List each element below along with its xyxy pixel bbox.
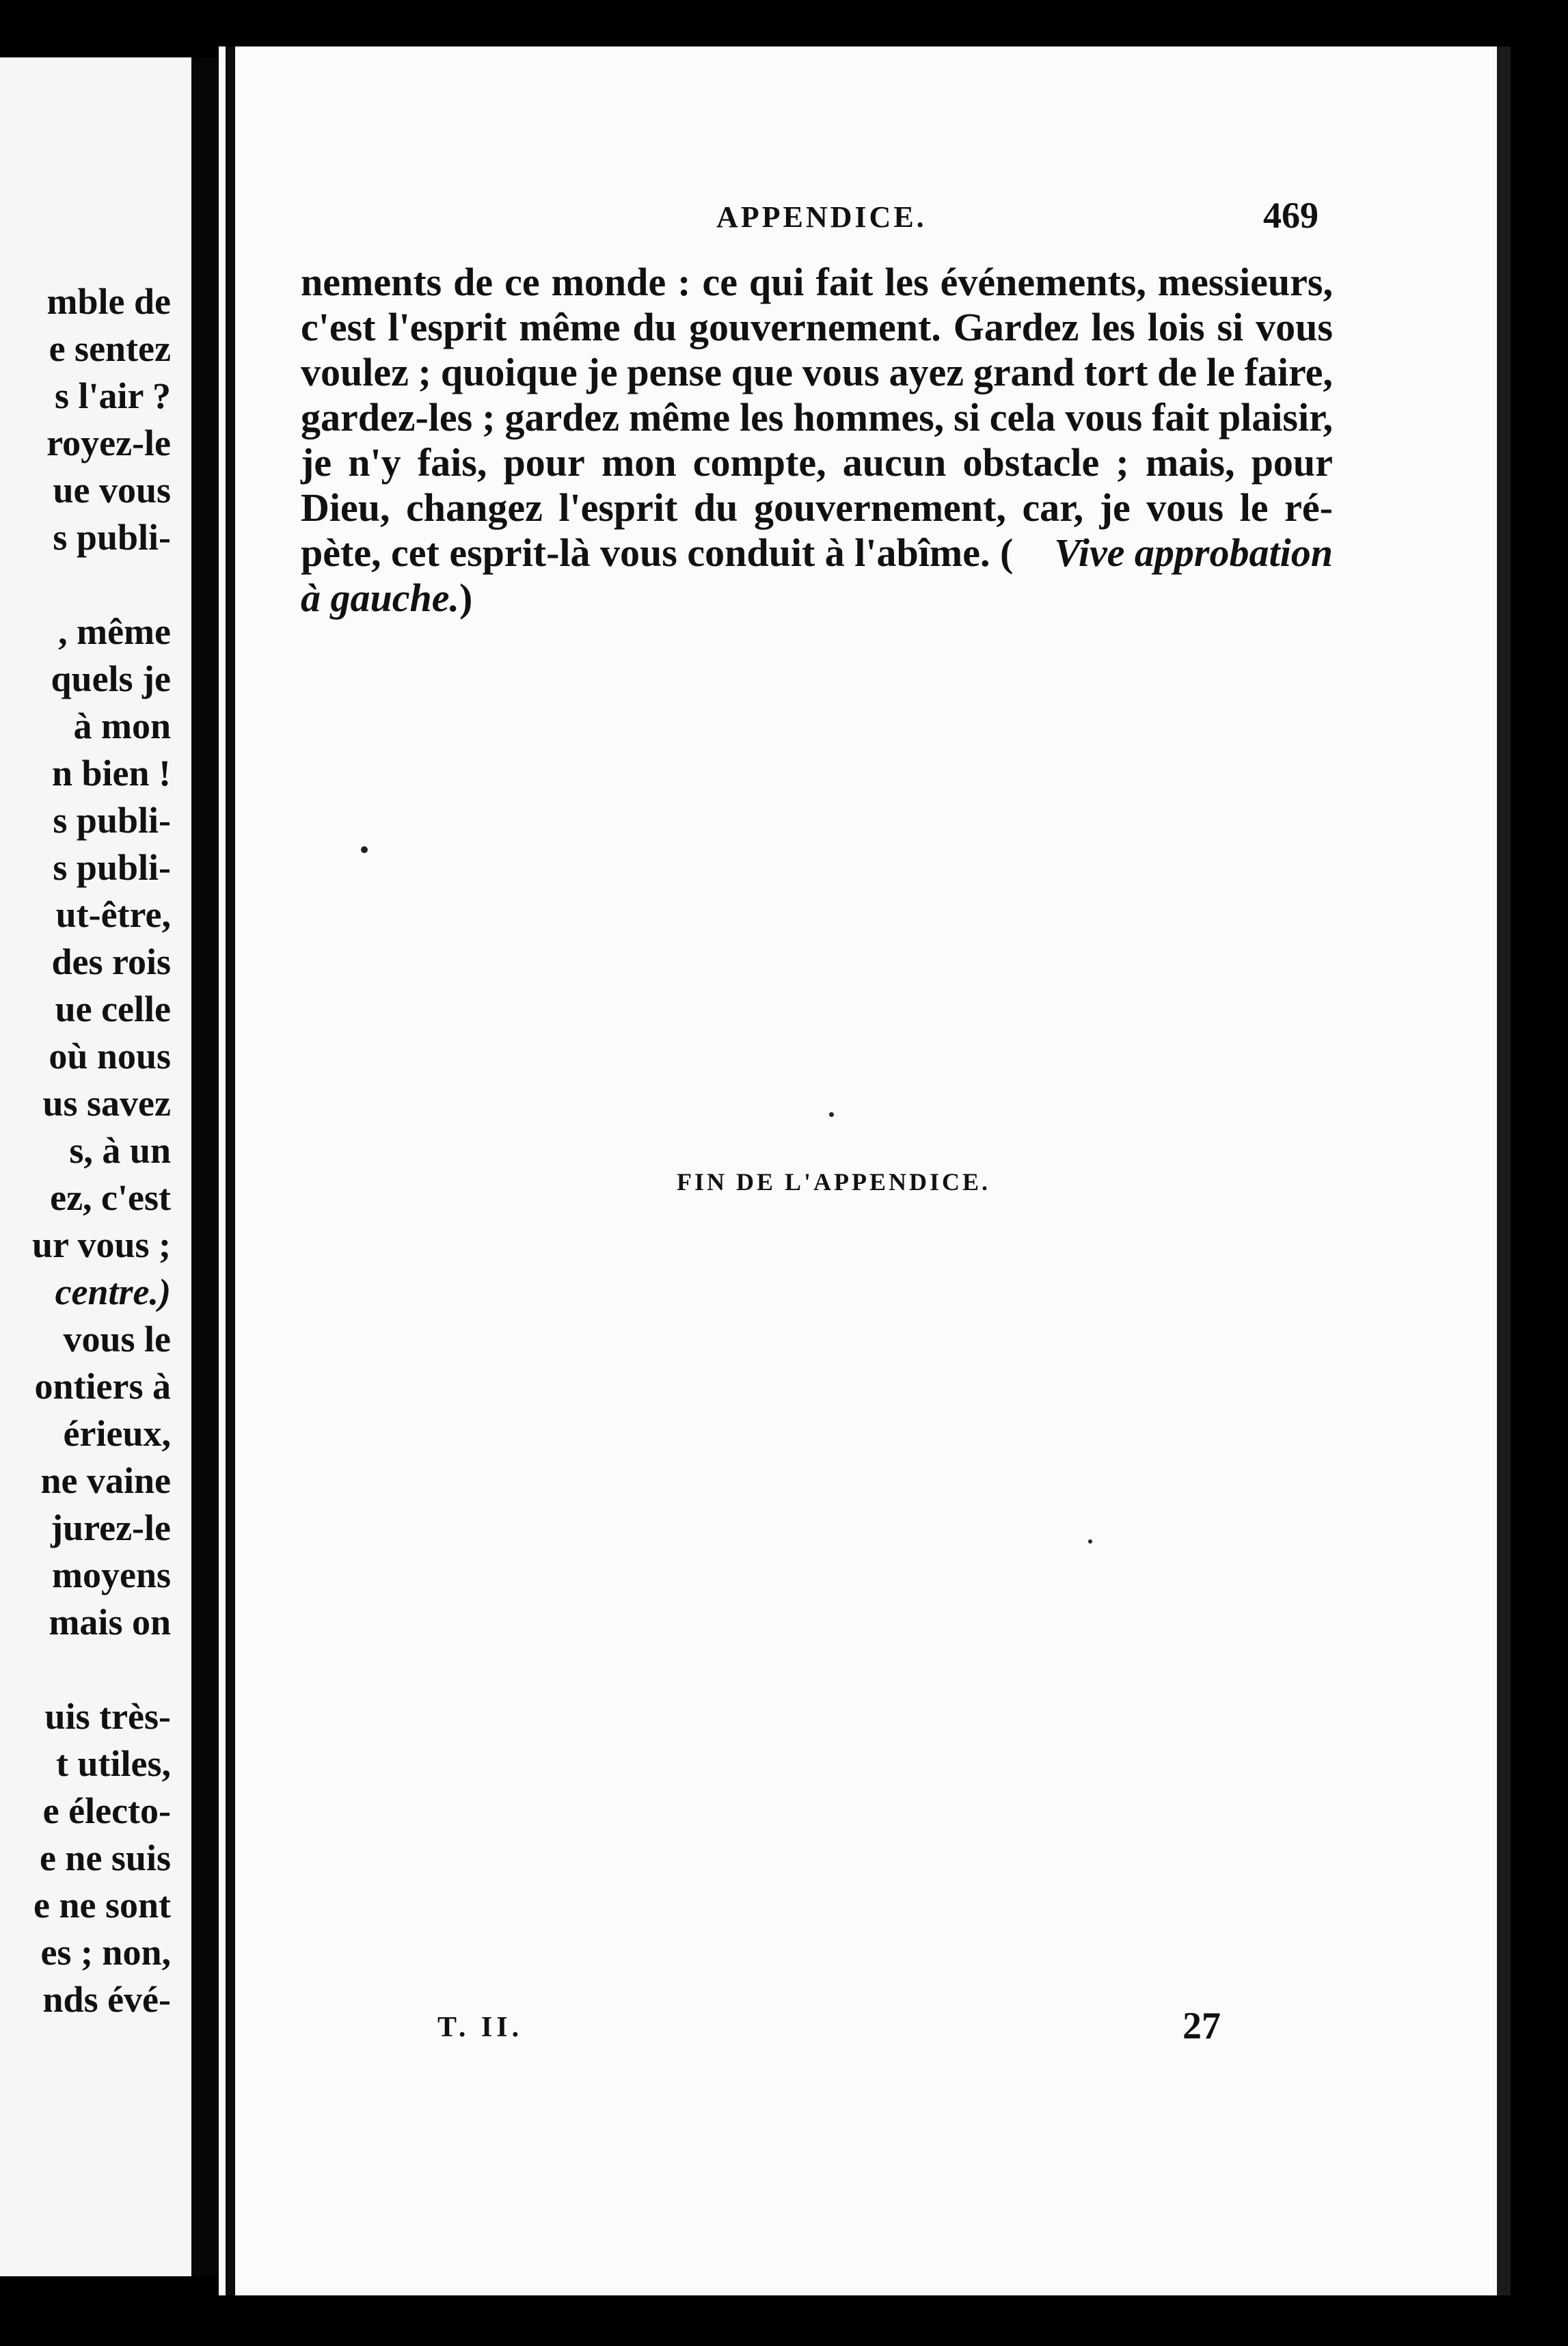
word: monde	[551, 260, 666, 304]
facing-page-line: vous le	[63, 1319, 171, 1360]
facing-page-line: us savez	[42, 1083, 171, 1124]
word: mon	[601, 440, 677, 485]
ink-speck	[361, 846, 368, 853]
text-line	[301, 350, 1333, 395]
word: si	[954, 395, 980, 440]
word: les	[1091, 305, 1135, 349]
word: cela	[989, 395, 1056, 440]
word: mais,	[1145, 440, 1235, 485]
page-number: 469	[1263, 195, 1319, 236]
facing-page-line: moyens	[52, 1554, 171, 1595]
word: car,	[1022, 485, 1084, 530]
word: c'est	[301, 305, 376, 349]
text-segment: )	[459, 576, 473, 620]
word: pour	[1251, 440, 1333, 485]
text-line	[301, 260, 1333, 305]
word: ;	[1116, 440, 1129, 485]
facing-page-line: ut-être,	[55, 894, 171, 935]
facing-page-line: s l'air ?	[54, 375, 171, 416]
facing-page-line: t utiles,	[56, 1743, 171, 1784]
running-title: APPENDICE.	[716, 200, 927, 234]
word: même	[519, 305, 621, 349]
facing-page-line: où nous	[49, 1036, 171, 1077]
word: plaisir,	[1218, 395, 1333, 440]
word: ayez	[889, 350, 964, 394]
word: les	[884, 260, 929, 304]
book-gutter	[191, 57, 219, 2276]
word: n'y	[348, 440, 401, 485]
facing-page-line: royez-le	[46, 422, 171, 463]
word: fait	[815, 260, 874, 304]
word: de	[1157, 350, 1198, 394]
facing-page-line: mble de	[46, 281, 171, 322]
word: voulez	[301, 350, 409, 394]
word: Gardez	[953, 305, 1079, 349]
body-text	[301, 260, 1333, 621]
facing-page-line: érieux,	[63, 1413, 171, 1454]
word: si	[1217, 305, 1244, 349]
word: les	[740, 395, 784, 440]
word: pense	[627, 350, 722, 394]
facing-page-line: jurez-le	[51, 1507, 171, 1548]
facing-page-line: ue vous	[53, 470, 171, 511]
signature-number: 27	[1182, 2005, 1221, 2047]
word: je	[586, 350, 618, 394]
facing-page-line: mais on	[49, 1602, 171, 1643]
word: messieurs,	[1157, 260, 1333, 304]
facing-page-line: es ; non,	[40, 1932, 171, 1973]
word: ;	[482, 395, 496, 440]
facing-page-line: e électo-	[42, 1790, 171, 1831]
word: nements	[301, 260, 442, 304]
facing-page-line: n bien !	[51, 753, 171, 794]
word: ce	[504, 260, 540, 304]
facing-page-line: ontiers à	[34, 1366, 171, 1407]
facing-page-line: s, à un	[69, 1130, 171, 1171]
text-line	[301, 305, 1333, 350]
word: gouvernement,	[754, 485, 1006, 530]
facing-page-line: nds évé-	[42, 1979, 171, 2020]
text-line	[301, 530, 1333, 576]
word: obstacle	[962, 440, 1100, 485]
word: pour	[503, 440, 585, 485]
word: fait	[1152, 395, 1209, 440]
word: hommes,	[793, 395, 945, 440]
facing-page-line: e sentez	[49, 328, 171, 369]
facing-page-line: ne vaine	[40, 1460, 171, 1501]
word: du	[693, 485, 738, 530]
word: gardez	[504, 395, 619, 440]
text-line	[301, 576, 1333, 621]
signature-volume: T. II.	[437, 2012, 524, 2043]
facing-page-line: des rois	[51, 941, 171, 982]
facing-page	[0, 57, 191, 2276]
word: que	[731, 350, 794, 394]
word: gouvernement.	[688, 305, 941, 349]
ink-speck	[829, 1112, 834, 1117]
italic-text: Vive approbation	[1054, 530, 1333, 575]
word: Dieu,	[301, 485, 390, 530]
word: tort	[1083, 350, 1148, 394]
facing-page-line: s publi-	[53, 517, 171, 558]
word: ré-	[1284, 485, 1333, 530]
word: je	[301, 440, 332, 485]
word: du	[632, 305, 677, 349]
word: l'esprit	[388, 305, 507, 349]
word: aucun	[842, 440, 947, 485]
facing-page-line: quels je	[51, 658, 171, 699]
end-of-appendix: FIN DE L'APPENDICE.	[677, 1168, 991, 1196]
word: compte,	[692, 440, 826, 485]
word: vous	[1146, 485, 1224, 530]
word: le	[1239, 485, 1269, 530]
facing-page-line: , même	[58, 611, 171, 652]
facing-page-line: centre.)	[55, 1271, 171, 1312]
word: qui	[748, 260, 805, 304]
word: grand	[973, 350, 1075, 394]
facing-page-line: ue celle	[55, 988, 171, 1029]
facing-page-line: uis très-	[44, 1696, 171, 1737]
word: ce	[702, 260, 738, 304]
word: :	[677, 260, 691, 304]
word: vous	[1256, 305, 1333, 349]
text-line	[301, 440, 1333, 485]
word: ;	[418, 350, 431, 394]
facing-page-line: ur vous ;	[31, 1224, 171, 1265]
word: le	[1206, 350, 1235, 394]
text-line	[301, 395, 1333, 440]
facing-page-line: s publi-	[53, 800, 171, 841]
word: fais,	[417, 440, 487, 485]
facing-page-line: ez, c'est	[50, 1177, 171, 1218]
word: lois	[1147, 305, 1205, 349]
word: faire,	[1244, 350, 1333, 394]
word: gardez-les	[301, 395, 473, 440]
text-line	[301, 485, 1333, 530]
word: événements,	[940, 260, 1146, 304]
word: même	[628, 395, 731, 440]
word: je	[1099, 485, 1131, 530]
word: vous	[802, 350, 880, 394]
text-segment: pète, cet esprit-là vous conduit à l'abîme. (	[301, 530, 1014, 575]
facing-page-line: e ne sont	[33, 1885, 171, 1926]
ink-speck	[1088, 1539, 1092, 1543]
facing-page-line: s publi-	[53, 847, 171, 888]
word: quoique	[440, 350, 578, 394]
word: l'esprit	[558, 485, 678, 530]
word: de	[453, 260, 494, 304]
italic-text: à gauche.	[301, 576, 459, 620]
page-outer-edge	[1497, 46, 1511, 2295]
page-inner-edge	[226, 46, 235, 2295]
facing-page-line: e ne suis	[39, 1837, 171, 1878]
facing-page-line: à mon	[73, 705, 171, 746]
word: vous	[1065, 395, 1143, 440]
word: changez	[406, 485, 543, 530]
